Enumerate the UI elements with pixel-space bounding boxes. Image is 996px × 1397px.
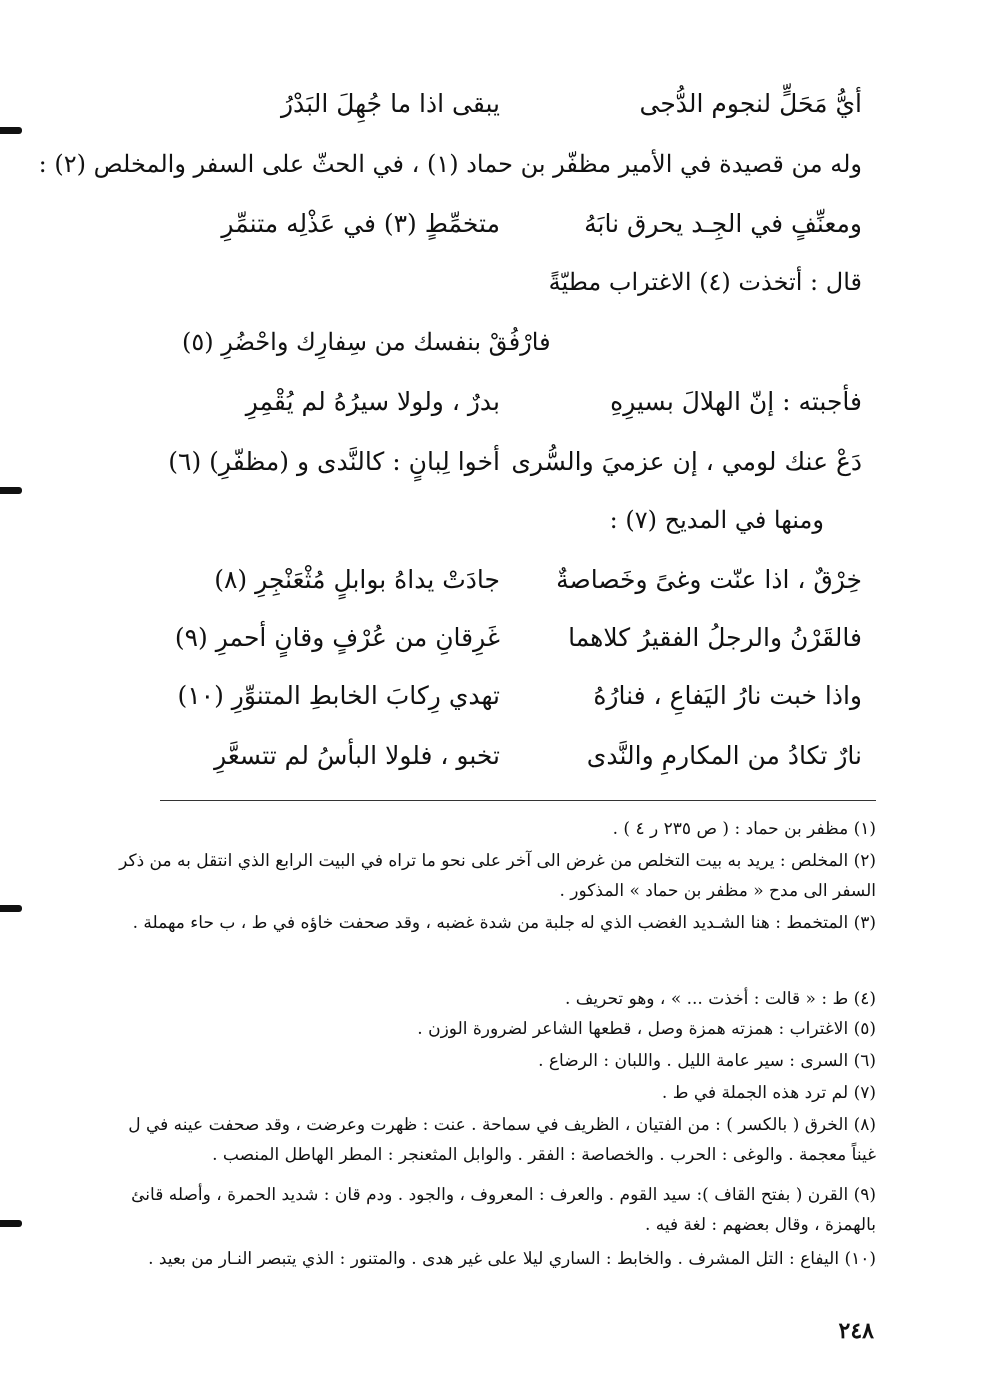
verse-hemistich-first: أيُّ مَحَلٍّ لنجوم الدُّجى bbox=[639, 89, 862, 118]
margin-mark bbox=[0, 1220, 22, 1227]
verse-hemistich-second: تهدي رِكابَ الخابطِ المتنوِّرِ (١٠) bbox=[177, 681, 500, 710]
verse-hemistich-first: فأجبته : إنّ الهلالَ بسيرِهِ bbox=[610, 387, 862, 416]
footnote: (٨) الخرق ( بالكسر ) : من الفتيان ، الظريف في سماحة . عنت : ظهرت وعرضت ، وقد صحفت عينه في ل غيناً معجمة . والوغى : الحرب . والخصاصة : الفقر . والوابل المثعنجر : المطر الهاطل المنصب . bbox=[128, 1115, 876, 1165]
page-number: ٢٤٨ bbox=[838, 1318, 874, 1344]
footnote: (٧) لم ترد هذه الجملة في ط . bbox=[661, 1083, 876, 1103]
footnote: (٤) ط : « قالت : أخذت ... » ، وهو تحريف . bbox=[564, 989, 876, 1009]
verse-hemistich-first: خِرْقٌ ، اذا عنّت وغىً وخَصاصةٌ bbox=[556, 565, 862, 594]
margin-mark bbox=[0, 487, 22, 494]
verse-hemistich-second: غَرِقانِ من عُرْفٍ وقانٍ أحمرِ (٩) bbox=[174, 623, 500, 652]
verse-hemistich-first: ومعنِّفٍ في الجِـد يحرق نابَهُ bbox=[584, 209, 862, 238]
prose-line: وله من قصيدة في الأمير مظفّر بن حماد (١) ، في الحثّ على السفر والمخلص (٢) : bbox=[38, 150, 862, 178]
verse-hemistich-second: متخمِّطٍ (٣) في عَذْلِه متنمِّرِ bbox=[221, 209, 500, 238]
prose-line: ومنها في المديح (٧) : bbox=[609, 506, 824, 534]
verse-hemistich-second: أخوا لِبانٍ : كالنَّدى و (مظفّرِ) (٦) bbox=[168, 447, 500, 476]
footnote: (١) مظفر بن حماد : ( ص ٢٣٥ ر ٤ ) . bbox=[612, 819, 876, 839]
footnote: (٥) الاغتراب : همزته همزة وصل ، قطعها الشاعر لضرورة الوزن . bbox=[417, 1019, 876, 1039]
prose-line: قال : أتخذت (٤) الاغتراب مطيّةً bbox=[548, 268, 862, 296]
footnote: (٩) القرن ( بفتح القاف ): سيد القوم . والعرف : المعروف ، والجود . ودم قان : شديد الحمرة ، وأصله قانئ بالهمزة ، وقال بعضهم : لغة فيه . bbox=[131, 1185, 876, 1235]
verse-line bbox=[140, 200, 862, 248]
footnote: (٦) السرى : سير عامة الليل . واللبان : الرضاع . bbox=[538, 1051, 876, 1071]
verse-hemistich-first: واذا خبت نارُ اليَفاعِ ، فنارُهُ bbox=[593, 681, 862, 710]
verse-line bbox=[140, 732, 862, 780]
verse-line bbox=[140, 438, 862, 486]
verse-line bbox=[140, 614, 862, 662]
footnote: (٣) المتخمط : هنا الشـديد الغضب الذي له جلبة من شدة غضبه ، وقد صحفت خاؤه في ط ، ب حاء مهملة . bbox=[132, 913, 876, 933]
verse-line bbox=[140, 556, 862, 604]
footnote: (٢) المخلص : يريد به بيت التخلص من غرض الى آخر على نحو ما تراه في البيت الرابع الذي انتقل به من ذكر السفر الى مدح « مظفر بن حماد » المذكور . bbox=[119, 851, 876, 901]
footnote: (١٠) اليفاع : التل المشرف . والخابط : الساري ليلا على غير هدى . والمتنور : الذي يتبصر النـار من بعيد . bbox=[148, 1249, 876, 1269]
verse-continuation: فارْفُقْ بنفسك من سِفارِك واحْضُرِ (٥) bbox=[182, 328, 551, 356]
verse-hemistich-first: دَعْ عنك لومي ، إن عزميَ والسُّرى bbox=[511, 447, 862, 476]
verse-hemistich-first: فالقَرْنُ والرجلُ الفقيرُ كلاهما bbox=[568, 623, 862, 652]
margin-mark bbox=[0, 905, 22, 912]
footnote-separator bbox=[160, 800, 876, 801]
margin-mark bbox=[0, 127, 22, 134]
verse-line bbox=[140, 80, 862, 128]
verse-hemistich-second: بدرٌ ، ولولا سيرُهُ لم يُقْمِرِ bbox=[245, 387, 500, 416]
verse-hemistich-first: نارٌ تكادُ من المكارمِ والنَّدى bbox=[586, 741, 862, 770]
verse-hemistich-second: يبقى اذا ما جُهِلَ البَدْرُ bbox=[280, 89, 500, 118]
verse-line bbox=[140, 378, 862, 426]
verse-hemistich-second: تخبو ، فلولا البأسُ لم تتسعَّرِ bbox=[214, 741, 500, 770]
verse-hemistich-second: جادَتْ يداهُ بوابلٍ مُثْعَنْجِرِ (٨) bbox=[214, 565, 500, 594]
verse-line bbox=[140, 672, 862, 720]
